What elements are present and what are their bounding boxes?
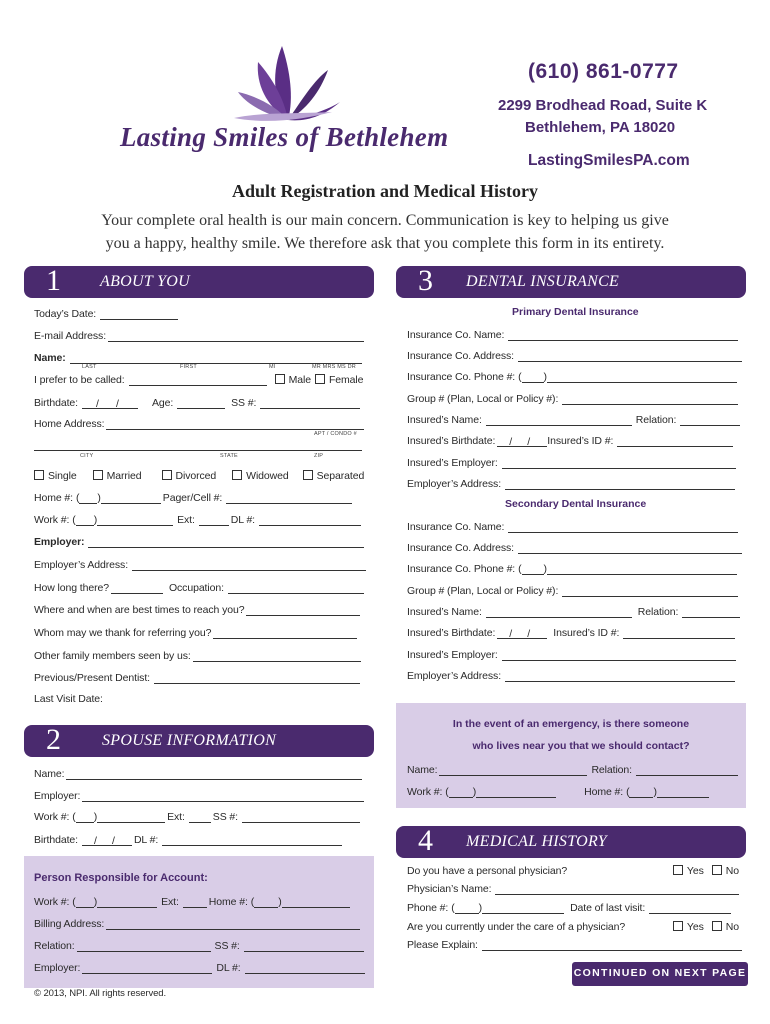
todays-date-label: Today’s Date: [34,308,97,320]
work-phone-field[interactable] [97,514,173,526]
emergency-work-field[interactable] [476,786,556,798]
resp-ext-label: Ext: [161,896,179,908]
spouse-name-label: Name: [34,768,65,780]
ins1-co-name-label: Insurance Co. Name: [407,329,505,341]
resp-work-area[interactable] [76,896,94,908]
resp-employer-label: Employer: [34,962,81,974]
section-number: 1 [46,264,61,297]
work-phone-area[interactable] [76,514,94,526]
section-number: 2 [46,723,61,756]
ss-label: SS #: [231,397,257,409]
employer-address-label: Employer’s Address: [34,559,129,571]
ins2-id-field[interactable] [623,627,735,639]
ins2-co-phone-field[interactable] [547,563,737,575]
zip-sub: ZIP [314,453,324,459]
separated-label: Separated [316,470,365,482]
ins2-co-name-field[interactable] [508,521,738,533]
name-field[interactable] [70,352,362,364]
referring-field[interactable] [213,627,357,639]
billing-field[interactable] [106,918,360,930]
spouse-work-area[interactable] [76,811,94,823]
home-phone-label: Home #: [34,492,73,504]
birthdate-label: Birthdate: [34,397,78,409]
spouse-dl-field[interactable] [162,834,342,846]
emergency-relation-label: Relation: [591,764,632,776]
spouse-name-field[interactable] [66,768,362,780]
work-phone-label: Work #: [34,514,70,526]
ins1-co-phone-area[interactable] [522,371,544,383]
ext-field[interactable] [199,514,229,526]
ins2-group-field[interactable] [562,585,738,597]
ins2-employer-label: Insured’s Employer: [407,649,498,661]
ins2-relation-field[interactable] [682,606,740,618]
emergency-question-1: In the event of an emergency, is there someone [452,718,690,730]
female-label: Female [328,374,364,386]
resp-relation-field[interactable] [77,940,211,952]
section-title: SPOUSE INFORMATION [102,732,277,749]
date-slash: / [93,835,97,847]
section-title: ABOUT YOU [100,273,190,290]
ins2-emp-address-label: Employer’s Address: [407,670,502,682]
care-no-label: No [725,921,739,933]
section-number: 4 [418,824,433,857]
state-sub: STATE [220,453,238,459]
spouse-dl-label: DL #: [133,834,159,846]
ins2-emp-address-field[interactable] [505,670,735,682]
last-visit-label: Last Visit Date: [34,693,103,705]
practice-phone: (610) 861-0777 [528,60,679,83]
emergency-work-area[interactable] [449,786,473,798]
employer-label: Employer: [34,536,85,548]
resp-home-field[interactable] [282,896,350,908]
home-phone-area[interactable] [79,492,97,504]
prefer-field[interactable] [129,374,267,386]
family-label: Other family members seen by us: [34,650,191,662]
dl-field[interactable] [259,514,361,526]
home-address-field[interactable] [106,418,364,430]
occupation-label: Occupation: [168,582,224,594]
billing-label: Billing Address: [34,918,105,930]
ins2-relation-label: Relation: [637,606,679,618]
ins2-group-label: Group # (Plan, Local or Policy #): [407,585,559,597]
resp-work-label: Work #: [34,896,70,908]
section-1-header [24,266,374,298]
male-checkbox[interactable] [275,374,285,384]
ins2-co-phone-area[interactable] [522,563,544,575]
family-field[interactable] [193,650,361,662]
city-sub: CITY [80,453,94,459]
physician-phone-label: Phone #: [407,902,449,914]
physician-last-visit-field[interactable] [649,902,731,914]
how-long-field[interactable] [111,582,163,594]
ins1-emp-address-label: Employer’s Address: [407,478,502,490]
spouse-employer-label: Employer: [34,790,81,802]
email-label: E-mail Address: [34,330,107,342]
date-slash: / [509,628,513,640]
ins2-birth-field[interactable] [497,627,547,639]
date-slash: / [95,398,99,410]
resp-ss-field[interactable] [244,940,364,952]
physician-phone-field[interactable] [482,902,564,914]
resp-work-field[interactable] [97,896,157,908]
intro-line-1: Your complete oral health is our main concern. Communication is key to helping us give [101,212,669,229]
how-long-label: How long there? [34,582,109,594]
care-no-checkbox[interactable] [712,921,722,931]
care-yes-checkbox[interactable] [673,921,683,931]
employer-field[interactable] [88,536,364,548]
ins1-id-field[interactable] [617,435,733,447]
widowed-checkbox[interactable] [232,470,242,480]
divorced-label: Divorced [175,470,217,482]
name-sub-titles: MR MRS MS DR [312,364,356,370]
divorced-checkbox[interactable] [162,470,172,480]
emergency-question-2: who lives near you that we should contact? [472,740,690,752]
employer-address-field[interactable] [132,559,366,571]
form-title: Adult Registration and Medical History [232,181,538,201]
secondary-insurance-title: Secondary Dental Insurance [505,498,647,510]
section-3-header [396,266,746,298]
widowed-label: Widowed [246,470,289,482]
birthdate-field[interactable] [82,397,138,409]
lotus-logo [232,40,344,124]
referring-label: Whom may we thank for referring you? [34,627,212,639]
ins2-insured-name-field[interactable] [486,606,632,618]
ins1-co-address-field[interactable] [518,350,742,362]
city-state-zip-line[interactable] [34,440,362,451]
resp-dl-field[interactable] [245,962,365,974]
emergency-home-field[interactable] [657,786,709,798]
spouse-ext-label: Ext: [167,811,185,823]
section-4-header [396,826,746,858]
date-slash: / [111,835,115,847]
ins1-co-name-field[interactable] [508,329,738,341]
ss-field[interactable] [260,397,360,409]
physician-no-label: No [725,865,739,877]
practice-address-line2: Bethlehem, PA 18020 [525,119,676,136]
ins2-employer-field[interactable] [502,649,736,661]
ins2-id-label: Insured’s ID #: [553,627,620,639]
ins1-co-address-label: Insurance Co. Address: [407,350,514,362]
emergency-work-label: Work #: [407,786,443,798]
married-label: Married [106,470,142,482]
occupation-field[interactable] [228,582,364,594]
married-checkbox[interactable] [93,470,103,480]
ins1-relation-label: Relation: [635,414,677,426]
spouse-ss-label: SS #: [212,811,238,823]
home-phone-field[interactable] [101,492,161,504]
practice-website: LastingSmilesPA.com [528,152,690,169]
resp-ext-field[interactable] [183,896,207,908]
responsible-title: Person Responsible for Account: [34,872,208,884]
physician-phone-area[interactable] [455,902,479,914]
spouse-ext-field[interactable] [189,811,211,823]
physician-question: Do you have a personal physician? [407,865,568,877]
section-title: DENTAL INSURANCE [466,273,620,290]
resp-dl-label: DL #: [216,962,241,974]
best-times-field[interactable] [246,604,360,616]
emergency-home-area[interactable] [629,786,653,798]
ext-label: Ext: [177,514,195,526]
single-checkbox[interactable] [34,470,44,480]
section-number: 3 [418,264,433,297]
ins1-emp-address-field[interactable] [505,478,735,490]
spouse-work-field[interactable] [97,811,165,823]
emergency-name-label: Name: [407,764,438,776]
resp-home-label: Home #: [208,896,248,908]
resp-ss-label: SS #: [214,940,240,952]
ins1-insured-name-label: Insured’s Name: [407,414,482,426]
name-sub-last: LAST [82,364,97,370]
brand-name: Lasting Smiles of Bethlehem [120,122,449,152]
intro-line-2: you a happy, healthy smile. We therefore ask that you complete this form in its entirety. [105,235,665,252]
ins1-group-field[interactable] [562,393,738,405]
apt-sub: APT / CONDO # [314,431,357,437]
date-slash: / [527,628,531,640]
primary-insurance-title: Primary Dental Insurance [512,306,639,318]
spouse-ss-field[interactable] [242,811,360,823]
care-question: Are you currently under the care of a physician? [407,921,626,933]
date-slash: / [509,436,513,448]
home-address-label: Home Address: [34,418,105,430]
single-label: Single [48,470,77,482]
name-sub-mi: MI [269,364,276,370]
physician-name-label: Physician’s Name: [407,883,492,895]
ins1-co-phone-label: Insurance Co. Phone #: [407,371,516,383]
female-checkbox[interactable] [315,374,325,384]
ins1-birth-field[interactable] [497,435,547,447]
explain-label: Please Explain: [407,939,478,951]
continued-text: CONTINUED ON NEXT PAGE [573,967,747,979]
emergency-relation-field[interactable] [636,764,738,776]
resp-employer-field[interactable] [82,962,212,974]
prev-dentist-label: Previous/Present Dentist: [34,672,150,684]
prefer-label: I prefer to be called: [34,374,125,386]
explain-field[interactable] [482,939,742,951]
ins1-employer-label: Insured’s Employer: [407,457,498,469]
practice-address-line1: 2299 Brodhead Road, Suite K [498,97,708,114]
copyright-footer: © 2013, NPI. All rights reserved. [34,988,167,999]
care-yes-label: Yes [686,921,704,933]
spouse-birthdate-label: Birthdate: [34,834,78,846]
prev-dentist-field[interactable] [154,672,360,684]
name-sub-first: FIRST [180,364,197,370]
ins2-co-name-label: Insurance Co. Name: [407,521,505,533]
spouse-birthdate-field[interactable] [82,834,132,846]
ins2-co-address-label: Insurance Co. Address: [407,542,514,554]
pager-field[interactable] [226,492,352,504]
name-label: Name: [34,352,66,364]
ins2-co-address-field[interactable] [518,542,742,554]
emergency-home-label: Home #: [584,786,624,798]
ins2-birth-label: Insured’s Birthdate: [407,627,496,639]
physician-name-field[interactable] [495,883,739,895]
ins1-group-label: Group # (Plan, Local or Policy #): [407,393,559,405]
section-title: MEDICAL HISTORY [466,833,607,850]
best-times-label: Where and when are best times to reach you? [34,604,245,616]
male-label: Male [288,374,311,386]
ins1-employer-field[interactable] [502,457,736,469]
ins2-co-phone-label: Insurance Co. Phone #: [407,563,516,575]
age-label: Age: [151,397,174,409]
date-slash: / [115,398,119,410]
spouse-work-label: Work #: [34,811,70,823]
todays-date-field[interactable] [100,308,178,320]
ins1-birth-label: Insured’s Birthdate: [407,435,496,447]
ins1-insured-name-field[interactable] [486,414,632,426]
pager-label: Pager/Cell #: [162,492,223,504]
spouse-employer-field[interactable] [82,790,364,802]
resp-home-area[interactable] [254,896,278,908]
physician-last-visit-label: Date of last visit: [570,902,646,914]
separated-checkbox[interactable] [303,470,313,480]
ins1-co-phone-field[interactable] [547,371,737,383]
resp-relation-label: Relation: [34,940,75,952]
physician-yes-checkbox[interactable] [673,865,683,875]
age-field[interactable] [177,397,225,409]
physician-no-checkbox[interactable] [712,865,722,875]
ins1-relation-field[interactable] [680,414,740,426]
section-2-header [24,725,374,757]
date-slash: / [527,436,531,448]
emergency-name-field[interactable] [439,764,587,776]
email-field[interactable] [108,330,364,342]
ins1-id-label: Insured’s ID #: [547,435,614,447]
dl-label: DL #: [230,514,256,526]
physician-yes-label: Yes [686,865,704,877]
ins2-insured-name-label: Insured’s Name: [407,606,482,618]
